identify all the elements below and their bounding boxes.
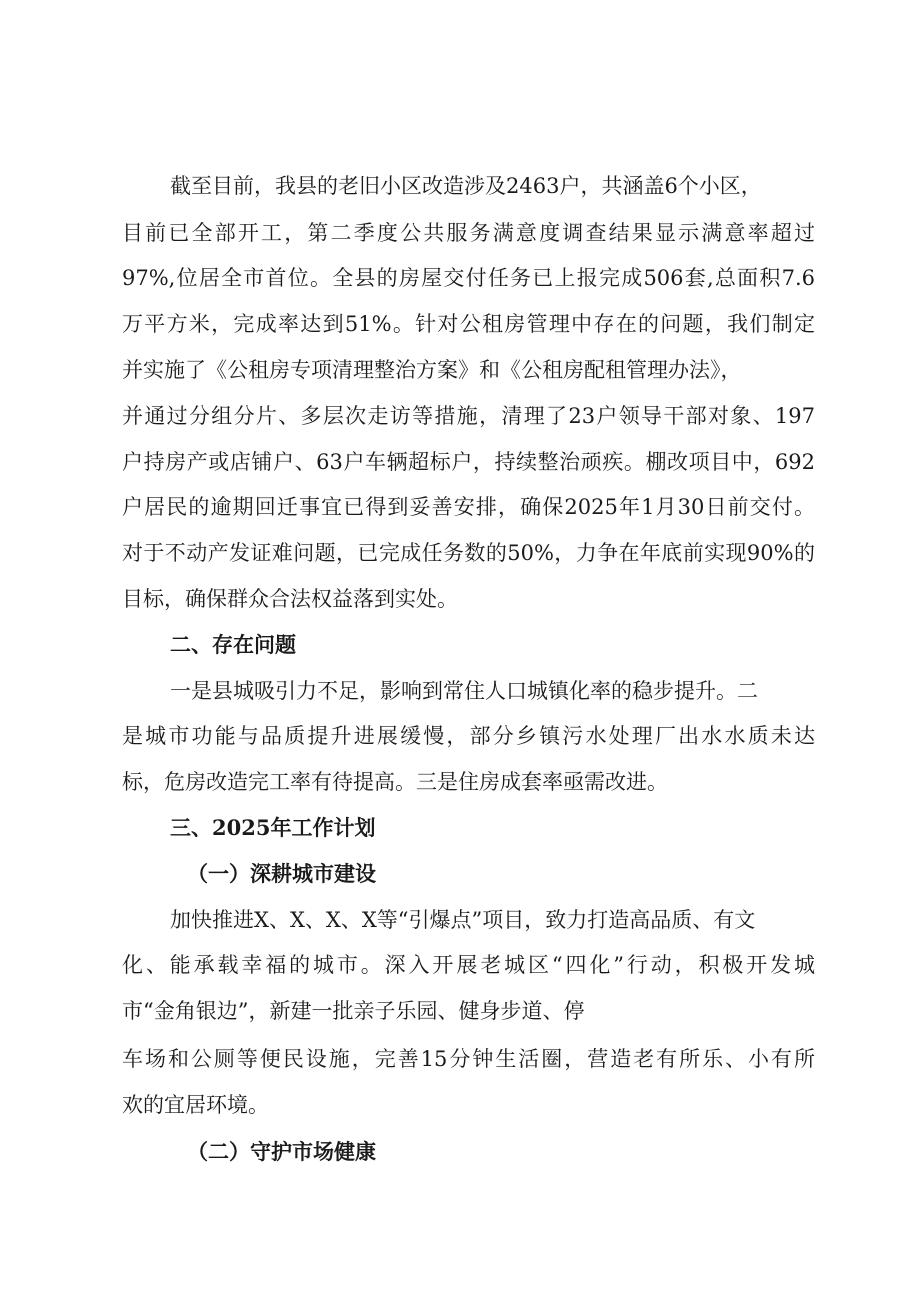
paragraph-1-line-8: 户居民的逾期回迁事宜已得到妥善安排，确保2025年1月30日前交付。 (122, 495, 815, 519)
paragraph-1-line-1: 截至目前，我县的老旧小区改造涉及2463户，共涵盖6个小区， (170, 174, 762, 198)
paragraph-1-line-3: 97%,位居全市首位。全县的房屋交付任务已上报完成506套,总面积7.6 (122, 266, 815, 290)
paragraph-1-line-5: 并实施了《公租房专项清理整治方案》和《公租房配租管理办法》， (122, 358, 742, 382)
paragraph-1-line-7: 户持房产或店铺户、63户车辆超标户，持续整治顽疾。棚改项目中，692 (122, 450, 815, 474)
section-heading-issues: 二、存在问题 (170, 632, 296, 657)
paragraph-1-line-2: 目前已全部开工，第二季度公共服务满意度调查结果显示满意率超过 (122, 221, 815, 245)
paragraph-2-line-2: 是城市功能与品质提升进展缓慢，部分乡镇污水处理厂出水水质未达 (122, 724, 815, 748)
subsection-heading-urban-construction: （一）深耕城市建设 (187, 861, 376, 886)
paragraph-3-line-4: 车场和公厕等便民设施，完善15分钟生活圈，营造老有所乐、小有所 (122, 1047, 815, 1071)
subsection-heading-market-health: （二）守护市场健康 (187, 1139, 376, 1164)
paragraph-3-line-5: 欢的宜居环境。 (122, 1093, 269, 1117)
paragraph-3-line-2: 化、能承载幸福的城市。深入开展老城区“四化”行动，积极开发城 (122, 953, 815, 977)
paragraph-1-line-10: 目标，确保群众合法权益落到实处。 (122, 587, 458, 611)
paragraph-1-line-9: 对于不动产发证难问题，已完成任务数的50%，力争在年底前实现90%的 (122, 541, 815, 565)
paragraph-1-line-6: 并通过分组分片、多层次走访等措施，清理了23户领导干部对象、197 (122, 404, 815, 428)
paragraph-2-line-3: 标，危房改造完工率有待提高。三是住房成套率亟需改进。 (122, 770, 668, 794)
section-heading-plan: 三、2025年工作计划 (170, 815, 376, 840)
paragraph-3-line-1: 加快推进X、X、X、X等“引爆点”项目，致力打造高品质、有文 (170, 908, 756, 932)
paragraph-2-line-1: 一是县城吸引力不足，影响到常住人口城镇化率的稳步提升。二 (170, 679, 758, 703)
paragraph-1-line-4: 万平方米，完成率达到51%。针对公租房管理中存在的问题，我们制定 (122, 312, 815, 336)
paragraph-3-line-3: 市“金角银边”，新建一批亲子乐园、健身步道、停 (122, 999, 585, 1023)
